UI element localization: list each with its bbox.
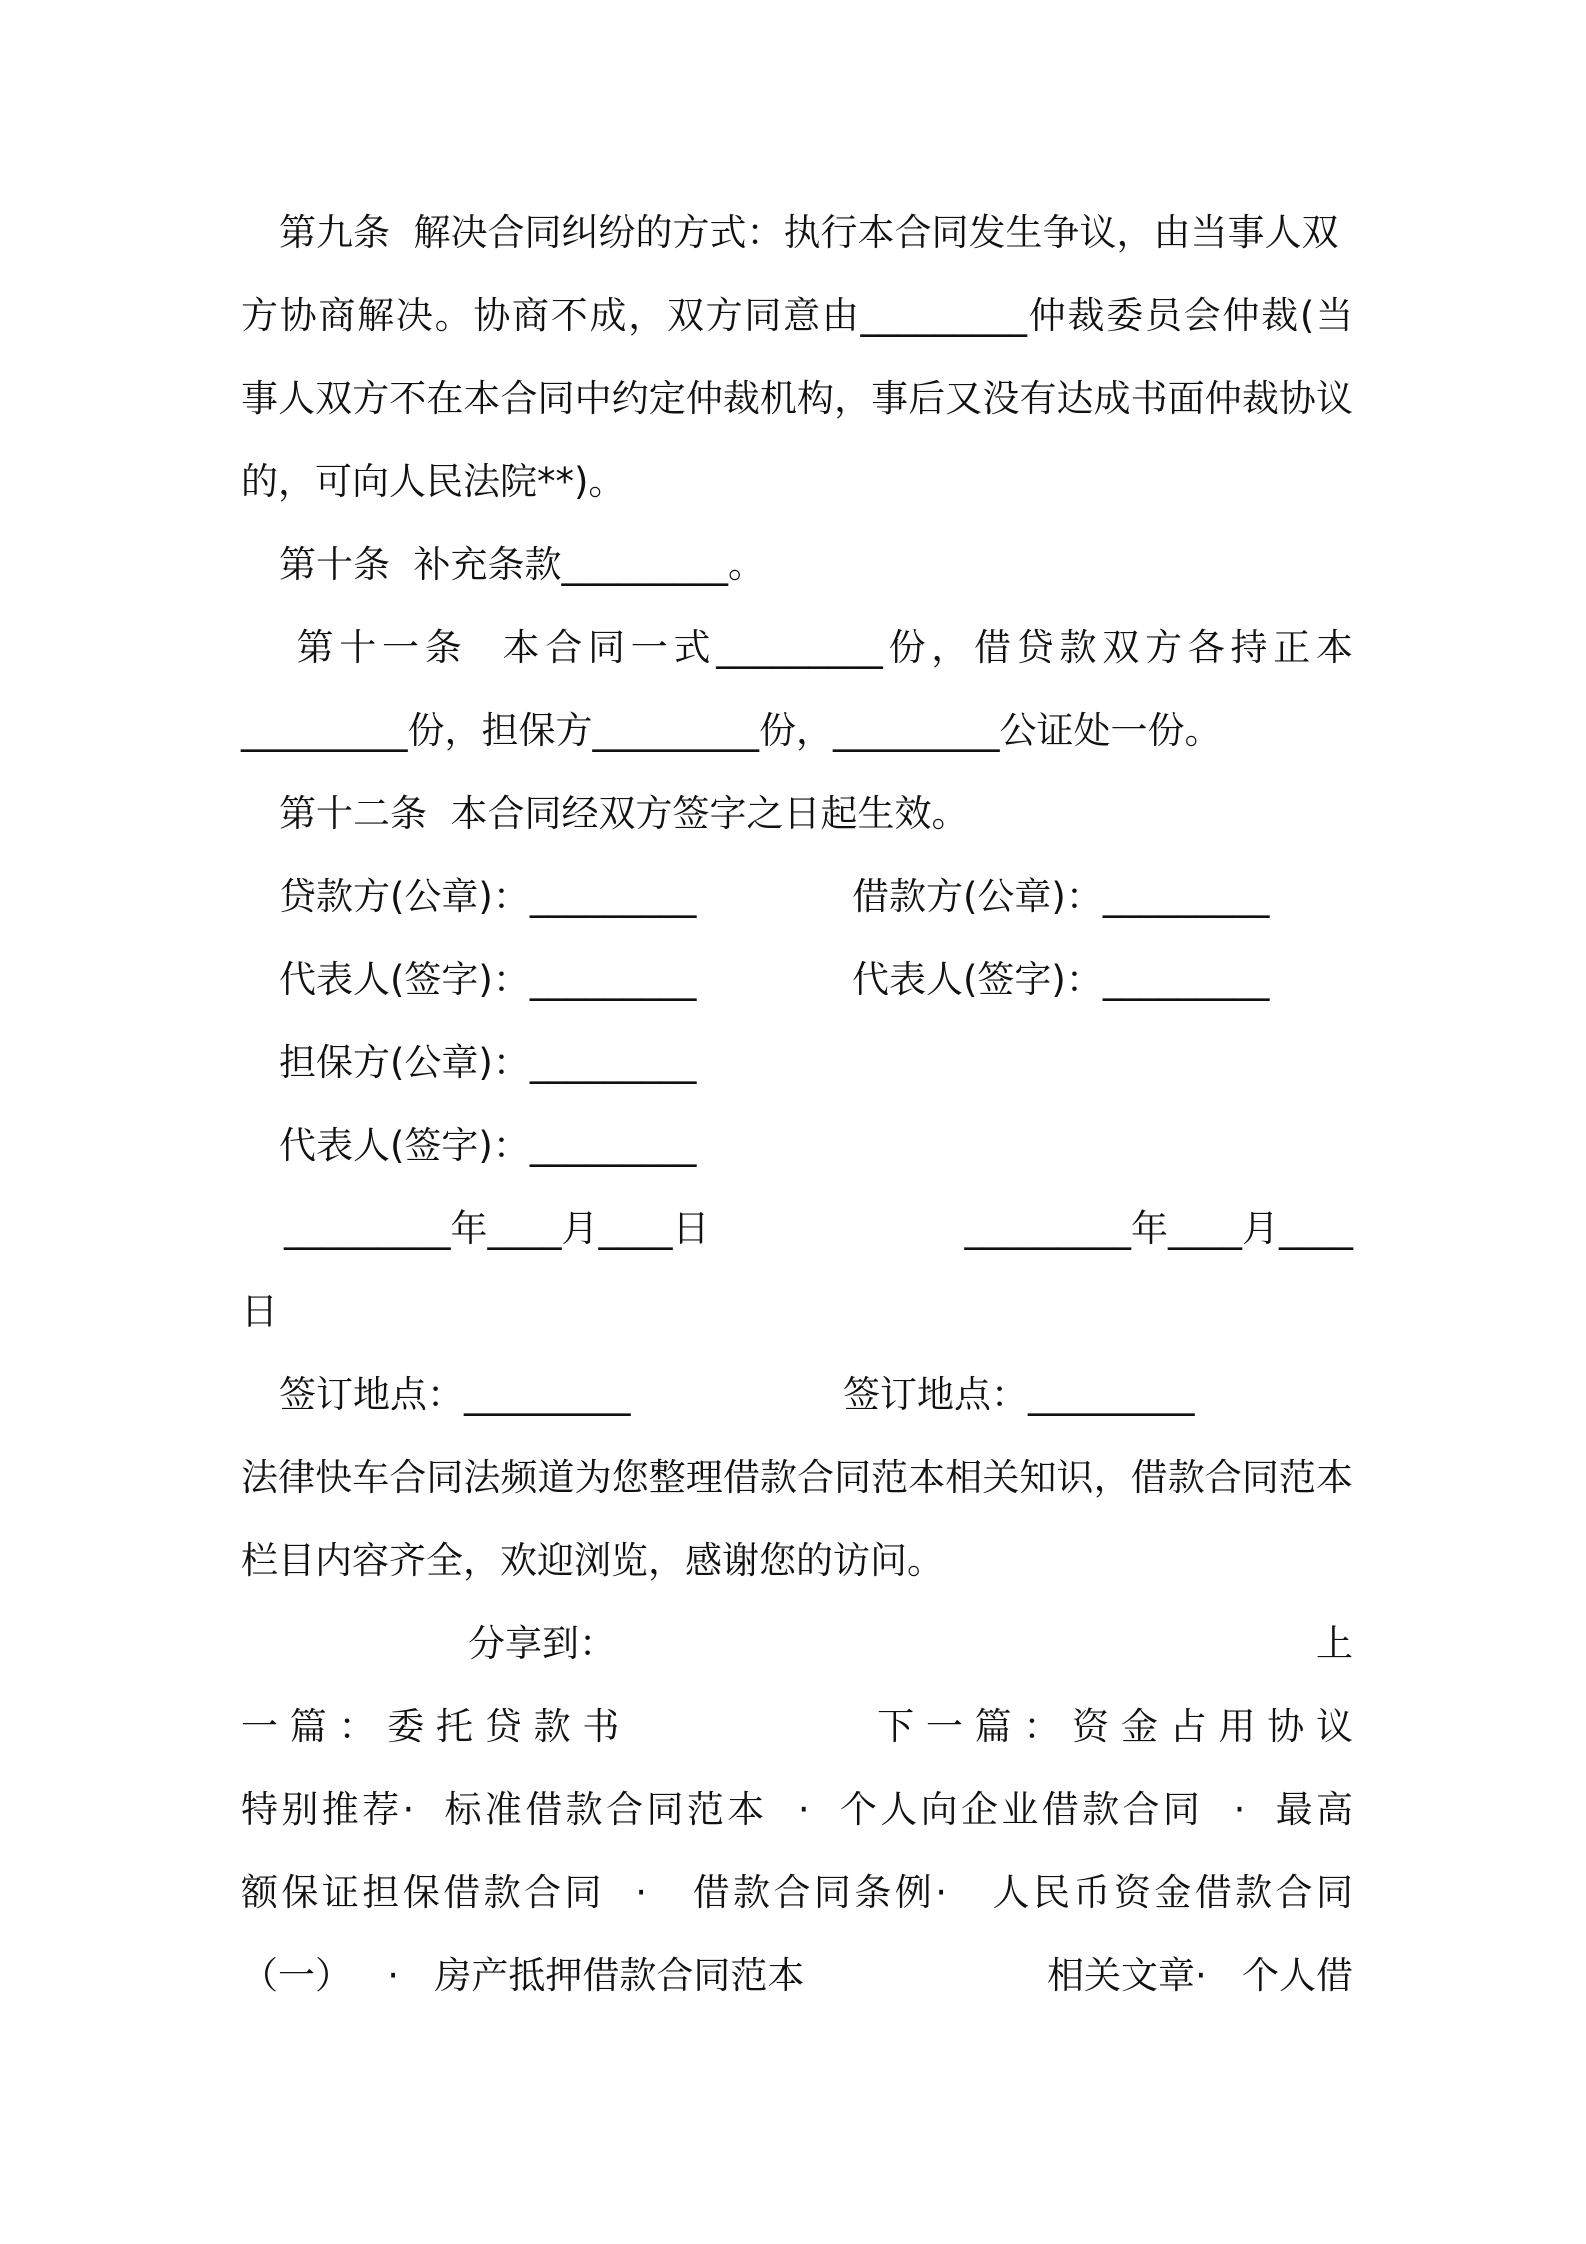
share-label: 分享到： [468, 1622, 616, 1665]
article-11-line-2: _________份，担保方_________份，_________公证处一份。 [241, 709, 1222, 752]
footer-note-line-1: 法律快车合同法频道为您整理借款合同范本相关知识，借款合同范本 [241, 1456, 1353, 1499]
date-left: _________年____月____日 [284, 1207, 710, 1250]
article-9-line-1: 第九条 解决合同纠纷的方式：执行本合同发生争议，由当事人双 [279, 211, 1339, 254]
guarantor-rep-field: 代表人(签字)：_________ [279, 1124, 697, 1167]
guarantor-seal-field: 担保方(公章)：_________ [279, 1041, 697, 1084]
article-9-line-2: 方协商解决。协商不成，双方同意由_________仲裁委员会仲裁(当 [241, 294, 1353, 337]
borrower-seal-field: 借款方(公章)：_________ [852, 875, 1270, 918]
article-9-line-4: 的，可向人民法院**)。 [241, 460, 626, 503]
date-right-wrap: 日 [241, 1290, 278, 1333]
article-9-line-3: 事人双方不在本合同中约定仲裁机构，事后又没有达成书面仲裁协议 [241, 377, 1353, 420]
borrower-rep-field: 代表人(签字)：_________ [852, 958, 1270, 1001]
article-11-line-1: 第十一条 本合同一式_________份，借贷款双方各持正本 [279, 626, 1353, 669]
related-articles[interactable]: 相关文章· 个人借 [1046, 1954, 1353, 1997]
footer-note-line-2: 栏目内容齐全，欢迎浏览，感谢您的访问。 [241, 1539, 944, 1582]
lender-seal-field: 贷款方(公章)：_________ [279, 875, 697, 918]
recommend-line-2[interactable]: 额保证担保借款合同 · 借款合同条例· 人民币资金借款合同 [241, 1871, 1353, 1914]
prev-article-link[interactable]: 一 篇 ： 委 托 贷 款 书 [241, 1705, 620, 1748]
lender-rep-field: 代表人(签字)：_________ [279, 958, 697, 1001]
place-left: 签订地点：_________ [279, 1373, 631, 1416]
date-right: _________年____月____ [964, 1207, 1353, 1250]
next-article-link[interactable]: 下 一 篇 ： 资 金 占 用 协 议 [877, 1705, 1353, 1748]
article-10: 第十条 补充条款_________。 [279, 543, 766, 586]
recommend-line-1[interactable]: 特别推荐· 标准借款合同范本 · 个人向企业借款合同 · 最高 [241, 1788, 1353, 1831]
recommend-line-3-left[interactable]: （一） · 房产抵押借款合同范本 [241, 1954, 805, 1997]
article-12: 第十二条 本合同经双方签字之日起生效。 [279, 792, 969, 835]
prev-article-start[interactable]: 上 [1316, 1622, 1353, 1665]
place-right: 签订地点：_________ [843, 1373, 1195, 1416]
